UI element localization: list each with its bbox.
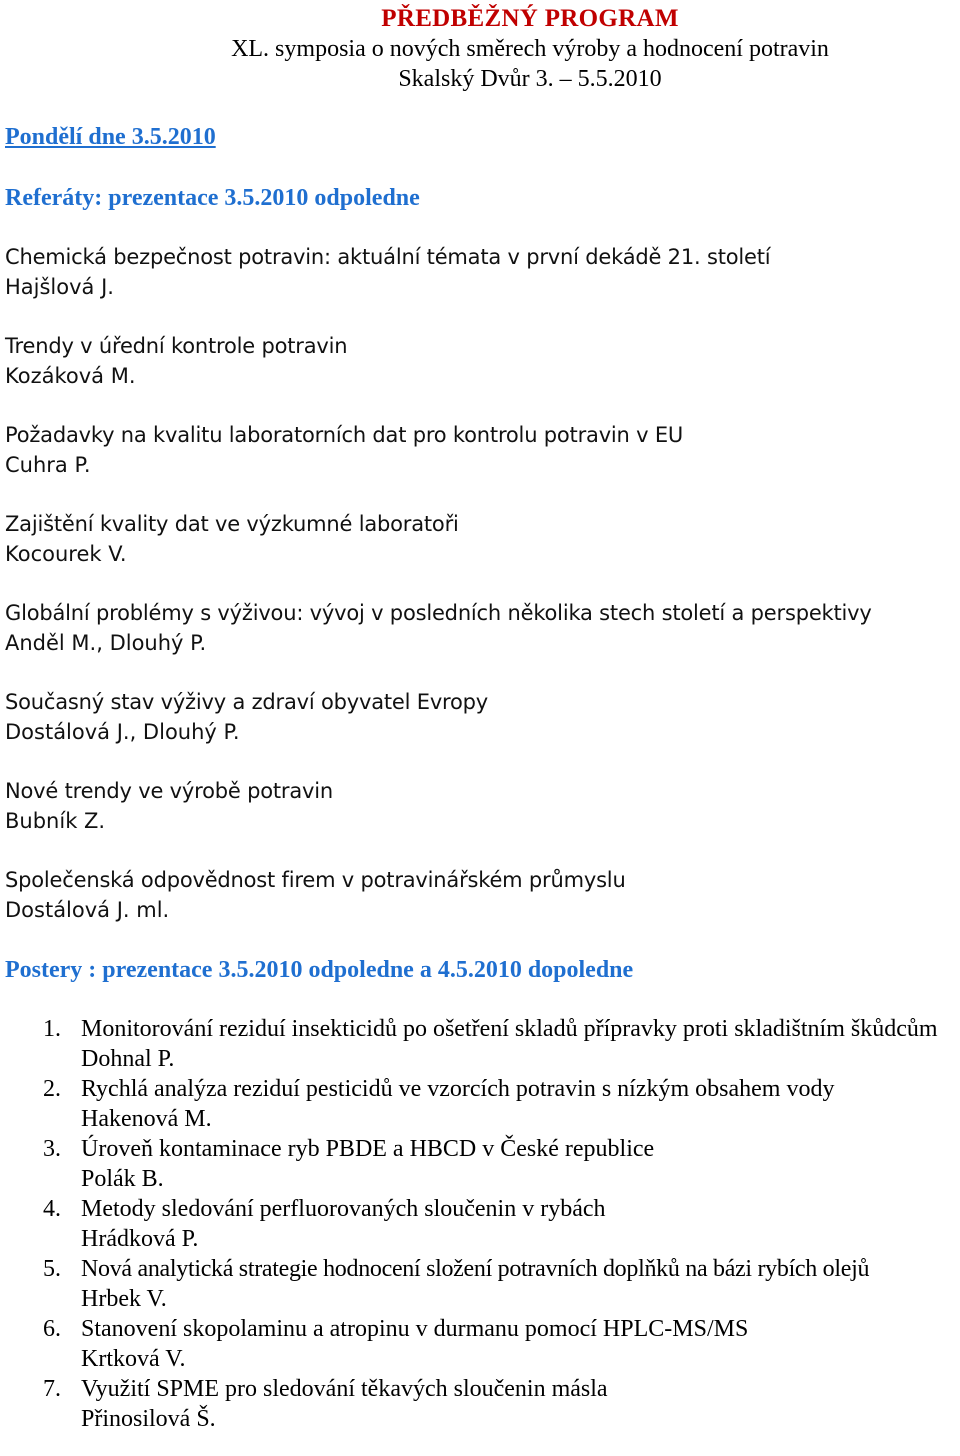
poster-title: Nová analytická strategie hodnocení složení potravních doplňků na bázi rybích olejů (81, 1256, 870, 1282)
talk-authors: Hajšlová J. (5, 275, 114, 299)
talk-item (5, 242, 955, 302)
document-title: PŘEDBĚŽNÝ PROGRAM (381, 5, 679, 32)
poster-title: Úroveň kontaminace ryb PBDE a HBCD v České republice (81, 1136, 655, 1162)
poster-authors: Krtková V. (81, 1346, 186, 1372)
poster-authors: Hakenová M. (81, 1106, 212, 1132)
talk-item (5, 598, 955, 658)
poster-title: Monitorování reziduí insekticidů po ošetření skladů přípravky proti skladištním škůdcům (81, 1016, 938, 1042)
poster-authors: Přinosilová Š. (81, 1406, 216, 1432)
poster-title: Metody sledování perfluorovaných sloučenin v rybách (81, 1196, 606, 1222)
poster-item (43, 1014, 958, 1074)
talk-authors: Kocourek V. (5, 542, 127, 566)
talk-item (5, 509, 955, 569)
talk-item (5, 687, 955, 747)
talk-item (5, 331, 955, 391)
poster-item (43, 1194, 958, 1254)
poster-authors: Hrbek V. (81, 1286, 167, 1312)
talk-title: Trendy v úřední kontrole potravin (5, 334, 348, 358)
talk-authors: Dostálová J. ml. (5, 898, 170, 922)
poster-number: 4. (43, 1196, 61, 1222)
talk-title: Nové trendy ve výrobě potravin (5, 779, 333, 803)
poster-item (43, 1254, 958, 1314)
poster-number: 7. (43, 1376, 61, 1402)
posters-list (43, 1014, 958, 1434)
poster-number: 1. (43, 1016, 61, 1042)
talk-item (5, 776, 955, 836)
talks-heading: Referáty: prezentace 3.5.2010 odpoledne (5, 185, 420, 211)
poster-title: Využití SPME pro sledování těkavých sloučenin másla (81, 1376, 608, 1402)
place-and-date: Skalský Dvůr 3. – 5.5.2010 (398, 66, 662, 92)
poster-authors: Hrádková P. (81, 1226, 199, 1252)
talk-authors: Kozáková M. (5, 364, 136, 388)
poster-title: Rychlá analýza reziduí pesticidů ve vzorcích potravin s nízkým obsahem vody (81, 1076, 835, 1102)
poster-title: Stanovení skopolaminu a atropinu v durmanu pomocí HPLC-MS/MS (81, 1316, 749, 1342)
talk-item (5, 865, 955, 925)
talk-authors: Bubník Z. (5, 809, 106, 833)
poster-authors: Polák B. (81, 1166, 164, 1192)
poster-number: 3. (43, 1136, 61, 1162)
posters-heading: Postery : prezentace 3.5.2010 odpoledne a 4.5.2010 dopoledne (5, 957, 634, 983)
poster-item (43, 1374, 958, 1434)
poster-item (43, 1314, 958, 1374)
document-header (230, 4, 830, 94)
talk-title: Požadavky na kvalitu laboratorních dat pro kontrolu potravin v EU (5, 423, 684, 447)
poster-item (43, 1074, 958, 1134)
talk-authors: Dostálová J., Dlouhý P. (5, 720, 240, 744)
talk-title: Současný stav výživy a zdraví obyvatel Evropy (5, 690, 489, 714)
talk-title: Chemická bezpečnost potravin: aktuální témata v první dekádě 21. století (5, 245, 771, 269)
poster-number: 5. (43, 1256, 61, 1282)
talk-title: Zajištění kvality dat ve výzkumné laboratoři (5, 512, 459, 536)
poster-number: 6. (43, 1316, 61, 1342)
poster-authors: Dohnal P. (81, 1046, 175, 1072)
talks-list (5, 242, 955, 954)
talk-authors: Anděl M., Dlouhý P. (5, 631, 207, 655)
day-heading: Pondělí dne 3.5.2010 (5, 124, 216, 150)
talk-item (5, 420, 955, 480)
talk-title: Společenská odpovědnost firem v potravinářském průmyslu (5, 868, 626, 892)
poster-item (43, 1134, 958, 1194)
symposium-subtitle: XL. symposia o nových směrech výroby a hodnocení potravin (231, 36, 829, 62)
talk-authors: Cuhra P. (5, 453, 91, 477)
talk-title: Globální problémy s výživou: vývoj v posledních několika stech století a perspektivy (5, 601, 872, 625)
poster-number: 2. (43, 1076, 61, 1102)
